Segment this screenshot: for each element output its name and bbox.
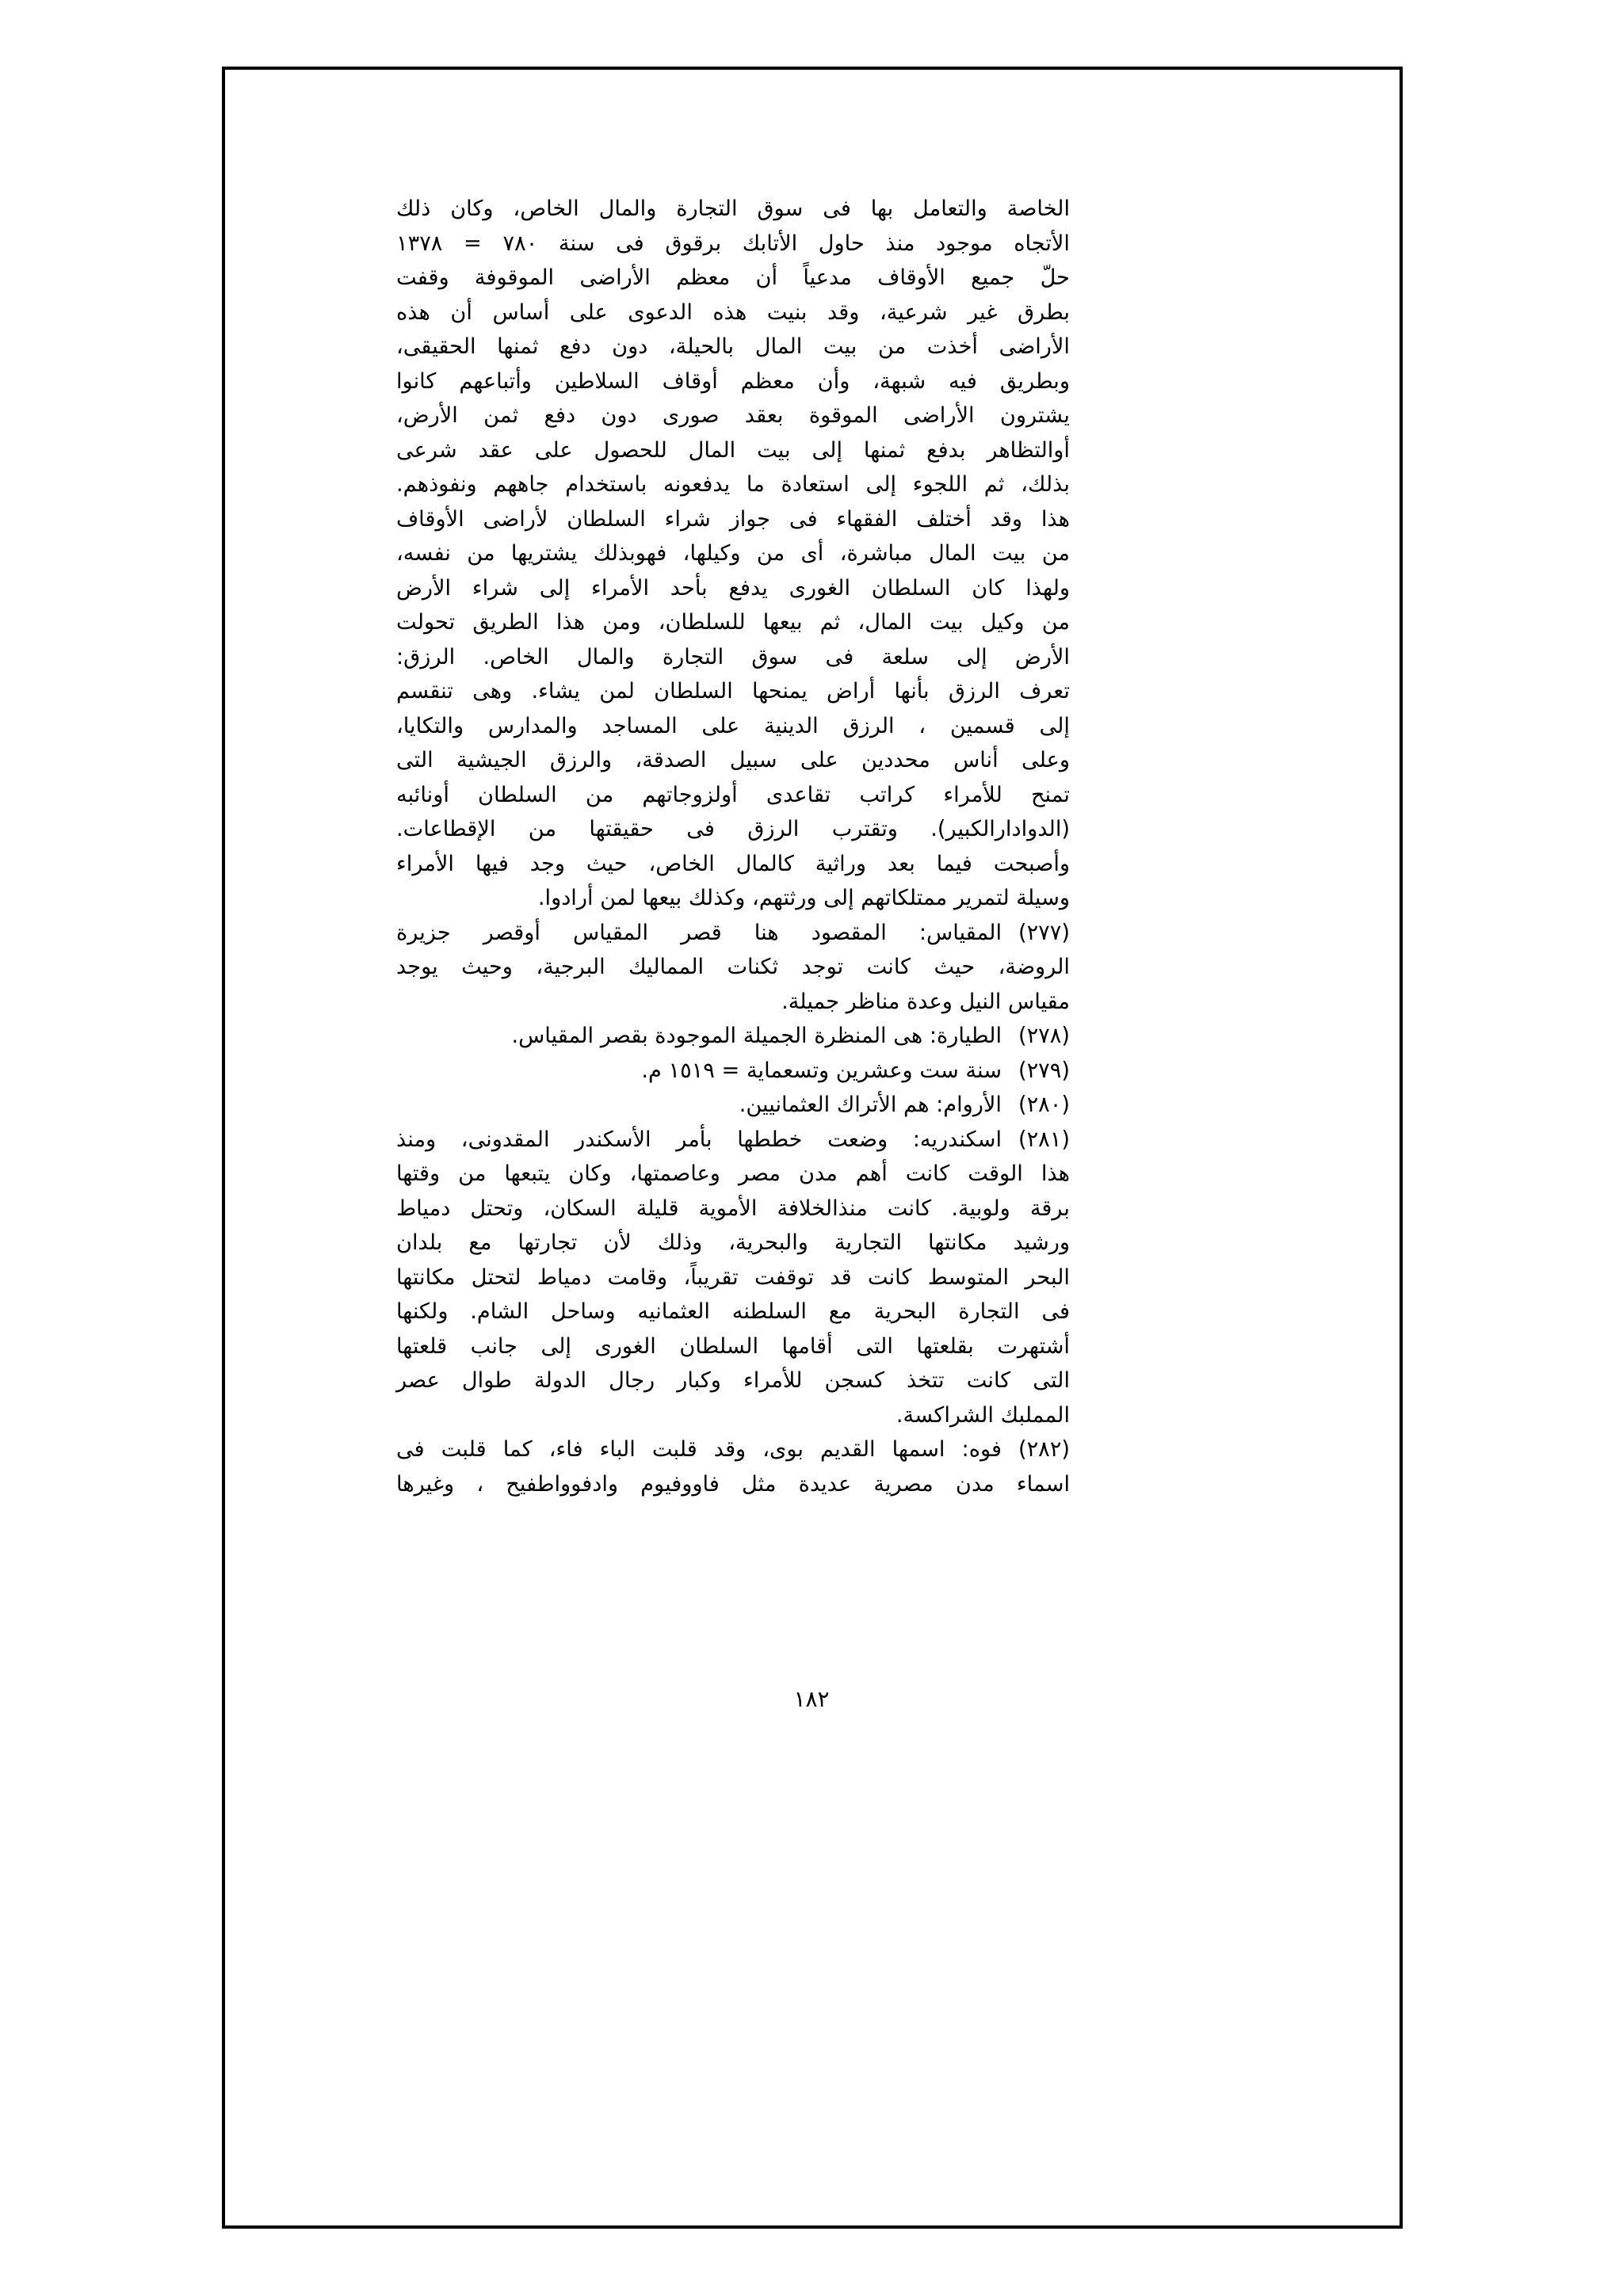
footnote-line [396, 1123, 1070, 1158]
footnote-line [396, 1054, 1070, 1089]
body-line: يشترون الأراضى الموقوة بعقد صورى دون دفع ثمن الأرض، [396, 403, 1070, 428]
body-line: تعرف الرزق بأنها أراض يمنحها السلطان لمن يشاء. وهى تنقسم [396, 679, 1070, 704]
body-line: أوالتظاهر بدفع ثمنها إلى بيت المال للحصول على عقد شرعى [396, 437, 1070, 463]
footnote-number: (٢٧٧) [1018, 920, 1070, 945]
body-line: هذا وقد أختلف الفقهاء فى جواز شراء السلطان لأراضى الأوقاف [396, 506, 1070, 532]
body-line: وسيلة لتمرير ممتلكاتهم إلى ورثتهم، وكذلك بيعها لمن أرادوا. [537, 886, 1070, 910]
footnote-text: التى كانت تتخذ كسجن للأمراء وكبار رجال الدولة طوال عصر [396, 1368, 1070, 1393]
footnote-text: المقياس: المقصود هنا قصر المقياس أوقصر جزيرة [396, 920, 1002, 945]
page-number: ١٨٢ [793, 1686, 830, 1712]
footnote-line [396, 1088, 1070, 1123]
body-line: وبطريق فيه شبهة، وأن معظم أوقاف السلاطين وأتباعهم كانوا [396, 368, 1070, 394]
footnote-number: (٢٧٩) [1018, 1058, 1070, 1083]
footnote-line [396, 1261, 1070, 1295]
footnote-text: ورشيد مكانتها التجارية والبحرية، وذلك لأن تجارتها مع بلدان [396, 1230, 1070, 1255]
footnote-line [396, 1432, 1070, 1467]
document-text [396, 192, 1070, 1501]
footnote-line [396, 985, 1070, 1020]
footnote-text: سنة ست وعشرين وتسعماية = ١٥١٩ م. [641, 1058, 1002, 1083]
body-line: إلى قسمين ، الرزق الدينية على المساجد والمدارس والتكايا، [396, 713, 1070, 738]
footnote-number: (٢٨١) [1018, 1127, 1070, 1152]
body-line: بذلك، ثم اللجوء إلى استعادة ما يدفعونه باستخدام جاههم ونفوذهم. [396, 472, 1070, 497]
footnote-number: (٢٨٠) [1018, 1093, 1070, 1117]
footnote-line [396, 1467, 1070, 1502]
footnote-text: فوه: اسمها القديم بوى، وقد قلبت الباء فاء، كما قلبت فى [396, 1437, 1002, 1462]
body-line: الأراضى أخذت من بيت المال بالحيلة، دون دفع ثمنها الحقيقى، [396, 334, 1070, 359]
footnote-line [396, 1226, 1070, 1261]
footnote-line [396, 1295, 1070, 1329]
footnote-line [396, 1019, 1070, 1054]
footnote-text: البحر المتوسط كانت قد توقفت تقريباً، وقامت دمياط لتحتل مكانتها [396, 1264, 1070, 1290]
footnote-line [396, 1363, 1070, 1398]
body-line: بطرق غير شرعية، وقد بنيت هذه الدعوى على أساس أن هذه [396, 299, 1070, 325]
body-line: من وكيل بيت المال، ثم بيعها للسلطان، ومن هذا الطريق تحولت [396, 610, 1070, 635]
body-line: الأرض إلى سلعة فى سوق التجارة والمال الخاص. الرزق: [396, 644, 1070, 669]
footnote-text: برقة ولوبية. كانت منذالخلافة الأموية قليلة السكان، وتحتل دمياط [396, 1196, 1070, 1221]
footnote-text: الطيارة: هى المنظرة الجميلة الموجودة بقصر المقياس. [511, 1024, 1002, 1048]
body-line: تمنح للأمراء كراتب تقاعدى أولزوجاتهم من السلطان أونائبه [396, 782, 1070, 807]
footnote-number: (٢٧٨) [1018, 1024, 1070, 1048]
footnote-text: أشتهرت بقلعتها التى أقامها السلطان الغورى إلى جانب قلعتها [396, 1333, 1070, 1359]
footnote-text: المملبك الشراكسة. [896, 1402, 1070, 1428]
footnote-text: اسكندريه: وضعت خططها بأمر الأسكندر المقدونى، ومنذ [396, 1127, 1002, 1152]
footnote-text: الأروام: هم الأتراك العثمانيين. [739, 1093, 1002, 1117]
footnote-line [396, 1157, 1070, 1192]
footnote-text: اسماء مدن مصرية عديدة مثل فاووفيوم وادفوواطفيح ، وغيرها [396, 1471, 1070, 1497]
body-line: الأتجاه موجود منذ حاول الأتابك برقوق فى سنة ٧٨٠ = ١٣٧٨ [396, 231, 1070, 256]
footnote-line [396, 950, 1070, 985]
body-line: من بيت المال مباشرة، أى من وكيلها، فهوبذلك يشتريها من نفسه، [396, 541, 1070, 566]
footnote-line [396, 1329, 1070, 1364]
footnote-text: هذا الوقت كانت أهم مدن مصر وعاصمتها، وكان يتبعها من وقتها [396, 1161, 1070, 1186]
footnote-line [396, 1192, 1070, 1226]
body-line: وعلى أناس محددين على سبيل الصدقة، والرزق الجيشية التى [396, 748, 1070, 772]
body-line: حلّ جميع الأوقاف مدعياً أن معظم الأراضى الموقوفة وقفت [396, 265, 1070, 290]
body-line: الخاصة والتعامل بها فى سوق التجارة والمال الخاص، وكان ذلك [396, 196, 1070, 221]
footnote-text: الروضة، حيث كانت توجد ثكنات المماليك البرجية، وحيث يوجد [396, 955, 1070, 979]
footnote-line [396, 916, 1070, 951]
body-line: وأصبحت فيما بعد وراثية كالمال الخاص، حيث وجد فيها الأمراء [396, 851, 1070, 876]
footnote-line [396, 1398, 1070, 1433]
footnote-number: (٢٨٢) [1018, 1437, 1070, 1462]
body-line: (الدوادارالكبير). وتقترب الرزق فى حقيقتها من الإقطاعات. [396, 817, 1070, 841]
footnote-text: فى التجارة البحرية مع السلطنه العثمانيه وساحل الشام. ولكنها [396, 1299, 1070, 1324]
body-line: ولهذا كان السلطان الغورى يدفع بأحد الأمراء إلى شراء الأرض [396, 575, 1070, 601]
footnote-text: مقياس النيل وعدة مناظر جميلة. [781, 989, 1070, 1014]
